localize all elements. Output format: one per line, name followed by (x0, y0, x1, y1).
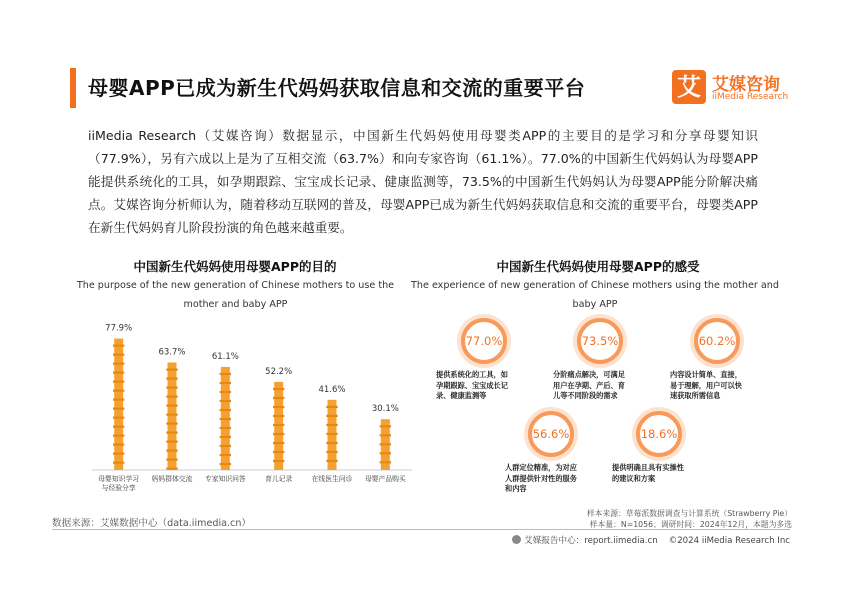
bar-stripe (166, 459, 177, 461)
bar-stripe (326, 406, 337, 408)
bar-stripe (166, 378, 177, 380)
bar-group (220, 367, 231, 470)
bar-stripe (326, 424, 337, 426)
bar-stripe (380, 461, 391, 463)
copyright: ©2024 iiMedia Research Inc (668, 536, 790, 546)
bar-stripe (273, 451, 284, 453)
bar-group (166, 363, 177, 470)
category-tick-label: 与经验分享 (101, 484, 136, 492)
bar-stripe (380, 443, 391, 445)
bar-stripe (273, 442, 284, 444)
bar-stripe (166, 441, 177, 443)
bar-stripe (113, 408, 124, 410)
bar-stripe (220, 382, 231, 384)
summary-paragraph: iiMedia Research（艾媒咨询）数据显示，中国新生代妈妈使用母婴类APP的主要目的是学习和分享母婴知识（77.9%），另有六成以上是为了互相交流（63.7%）和向专家咨询（61.1%）。77.0%的中国新生代妈妈认为母婴APP能提供系统化的工具，如孕期跟踪、宝宝成长记录、健康监测等，73.5%的中国新生代妈妈认为母婴APP能分阶解决痛点。艾媒咨询分析师认为，随着移动互联网的普及，母婴APP已成为新生代妈妈获取信息和交流的重要平台，母婴类APP在新生代妈妈育儿阶段扮演的角色越来越重要。 (88, 128, 758, 235)
bar-stripe (220, 436, 231, 438)
sample-info: 样本量：N=1056；调研时间：2024年12月，本题为多选 (589, 520, 792, 529)
bar-value-label: 30.1% (371, 404, 399, 415)
bar-stripe (273, 424, 284, 426)
experience-value-bubble: 73.5% (577, 318, 623, 364)
title-accent-bar (70, 68, 76, 108)
bar-stripe (273, 415, 284, 417)
bar-value-label: 61.1% (211, 351, 239, 362)
bar-value-label: 77.9% (105, 323, 133, 334)
bar-stripe (113, 354, 124, 356)
report-center-icon (512, 535, 521, 544)
footer-divider (52, 529, 790, 530)
bar-stripe (113, 417, 124, 419)
bar-stripe (113, 381, 124, 383)
category-tick-label: 母婴产品购买 (364, 475, 406, 483)
experience-item-desc: 分阶痛点解决，可满足 用户在孕期、产后、育 儿等不同阶段的需求 (553, 370, 625, 400)
experience-item-desc: 人群定位精准，为对应 人群提供针对性的服务 和内容 (505, 463, 577, 493)
experience-item-desc: 内容设计简单、直接， 易于理解，用户可以快 速获取所需信息 (670, 370, 742, 400)
bar-stripe (220, 400, 231, 402)
bar-stripe (273, 433, 284, 435)
bar-stripe (166, 450, 177, 452)
bar-stripe (220, 418, 231, 420)
bar-stripe (113, 435, 124, 437)
bar-stripe (326, 442, 337, 444)
data-source: 数据来源：艾媒数据中心（data.iimedia.cn） (52, 518, 251, 529)
bar-stripe (166, 405, 177, 407)
bar-stripe (166, 387, 177, 389)
bar-stripe (380, 434, 391, 436)
bar-stripe (220, 373, 231, 375)
bar-stripe (326, 433, 337, 435)
bar-stripe (273, 397, 284, 399)
bar-stripe (326, 460, 337, 462)
bar-stripe (113, 399, 124, 401)
category-tick-label: 专家知识问答 (204, 475, 246, 483)
bar-stripe (220, 445, 231, 447)
experience-value-bubble: 60.2% (694, 318, 740, 364)
category-tick-label: 母婴知识学习 (98, 475, 140, 483)
brand-logo (672, 68, 792, 108)
bar-stripe (166, 423, 177, 425)
bar-stripe (273, 460, 284, 462)
bar-stripe (220, 391, 231, 393)
bar-stripe (220, 427, 231, 429)
experience-chart-subtitle: The experience of new generation of Chinese mothers using the mother and baby APP (411, 280, 779, 310)
bar-stripe (326, 451, 337, 453)
bar-stripe (113, 345, 124, 347)
experience-value-bubble: 77.0% (461, 318, 507, 364)
bar-stripe (380, 425, 391, 427)
bar-stripe (220, 463, 231, 465)
bar-stripe (113, 426, 124, 428)
logo-mark-icon: 艾 (672, 70, 706, 104)
purpose-bar-chart (92, 318, 412, 498)
bar-group (113, 339, 124, 470)
bar-value-label: 41.6% (318, 384, 346, 395)
sample-source: 样本来源：草莓派数据调查与计算系统（Strawberry Pie） (586, 509, 792, 518)
bar-stripe (113, 372, 124, 374)
bar-stripe (326, 415, 337, 417)
bar-stripe (166, 468, 177, 470)
experience-value-bubble: 56.6% (528, 411, 574, 457)
bar-group (380, 419, 391, 470)
page-title: 母婴APP已成为新生代妈妈获取信息和交流的重要平台 (88, 76, 586, 100)
bar-stripe (220, 409, 231, 411)
experience-chart-title: 中国新生代妈妈使用母婴APP的感受 (496, 259, 700, 274)
bar-stripe (380, 452, 391, 454)
bar-group (326, 400, 337, 470)
category-tick-label: 妈妈群体交流 (151, 475, 193, 483)
bar-stripe (220, 454, 231, 456)
footer-report-line (512, 534, 790, 546)
bar-stripe (166, 432, 177, 434)
bar-stripe (166, 369, 177, 371)
category-tick-label: 在线医生问诊 (311, 475, 353, 483)
bar-stripe (273, 406, 284, 408)
report-center-link[interactable]: 艾媒报告中心：report.iimedia.cn (524, 536, 658, 546)
bar-value-label: 52.2% (265, 366, 293, 377)
logo-name-en: iiMedia Research (712, 92, 789, 102)
purpose-chart-subtitle: The purpose of the new generation of Chinese mothers to use the mother and baby APP (76, 280, 395, 310)
category-tick-label: 育儿记录 (265, 475, 293, 483)
bar-stripe (113, 363, 124, 365)
experience-value-bubble: 18.6% (636, 411, 682, 457)
bar (114, 339, 123, 470)
logo-name-cn: 艾媒咨询 (712, 75, 780, 95)
bar-stripe (166, 396, 177, 398)
experience-item-desc: 提供系统化的工具，如 孕期跟踪、宝宝成长记 录、健康监测等 (436, 370, 508, 400)
bar-stripe (113, 444, 124, 446)
bar-stripe (273, 388, 284, 390)
bar-group (273, 382, 284, 470)
bar-stripe (166, 414, 177, 416)
bar-stripe (113, 453, 124, 455)
purpose-chart-title: 中国新生代妈妈使用母婴APP的目的 (133, 259, 337, 274)
bar-stripe (113, 390, 124, 392)
bar-stripe (113, 462, 124, 464)
bar-value-label: 63.7% (158, 347, 186, 358)
experience-item-desc: 提供明确且具有实操性 的建议和方案 (612, 463, 684, 483)
